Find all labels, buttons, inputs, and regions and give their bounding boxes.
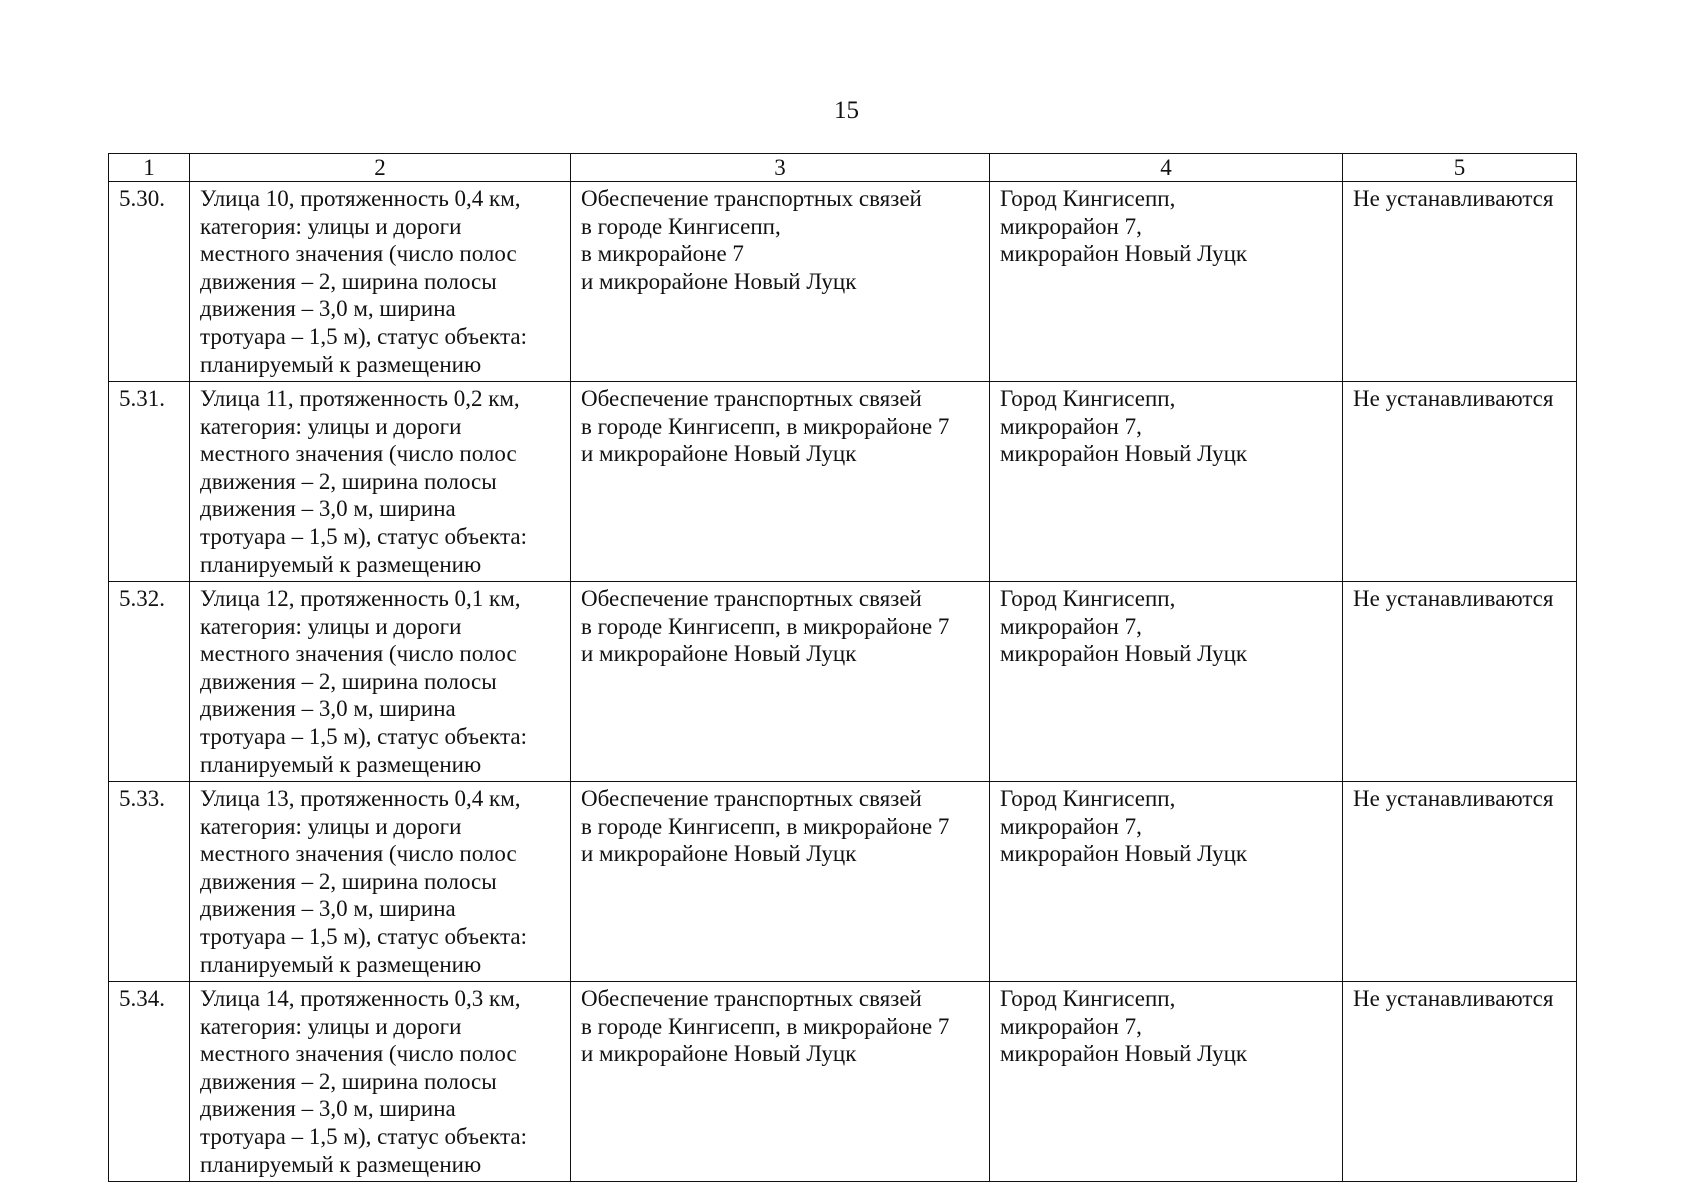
cell-text-line: в городе Кингисепп, в микрорайоне 7 (581, 1013, 950, 1039)
zones-cell (1343, 182, 1577, 382)
cell-text-line: Город Кингисепп, (1000, 586, 1176, 611)
cell-text-line: местного значения (число полос (200, 241, 517, 267)
cell-text-line: микрорайон Новый Луцк (1000, 1041, 1248, 1067)
cell-text-line: категория: улицы и дороги (200, 413, 462, 439)
cell-text-line: Не устанавливаются (1353, 786, 1554, 811)
cell-text-line: микрорайон Новый Луцк (1000, 841, 1248, 867)
column-header-1: 1 (109, 154, 190, 182)
object-description-cell (190, 982, 571, 1182)
row-number-cell: 5.33. (109, 782, 190, 982)
cell-text-line: в городе Кингисепп, (581, 213, 781, 239)
object-purpose-cell (571, 382, 990, 582)
cell-text-line: движения – 2, ширина полосы (200, 668, 497, 694)
cell-text-line: Обеспечение транспортных связей (581, 186, 922, 211)
cell-text-line: и микрорайоне Новый Луцк (581, 641, 857, 667)
row-number-cell: 5.31. (109, 382, 190, 582)
cell-text-line: Город Кингисепп, (1000, 786, 1176, 811)
cell-text-line: Не устанавливаются (1353, 386, 1554, 411)
table-row (109, 582, 1577, 782)
cell-text-line: Улица 11, протяженность 0,2 км, (200, 386, 520, 411)
cell-text-line: категория: улицы и дороги (200, 813, 462, 839)
cell-text-line: планируемый к размещению (200, 1151, 482, 1177)
table-row (109, 982, 1577, 1182)
column-header-3: 3 (571, 154, 990, 182)
cell-text-line: категория: улицы и дороги (200, 213, 462, 239)
cell-text-line: движения – 2, ширина полосы (200, 268, 497, 294)
cell-text-line: Улица 14, протяженность 0,3 км, (200, 986, 521, 1011)
object-description-cell (190, 782, 571, 982)
cell-text-line: тротуара – 1,5 м), статус объекта: (200, 923, 527, 949)
cell-text-line: Улица 10, протяженность 0,4 км, (200, 186, 521, 211)
cell-text-line: местного значения (число полос (200, 841, 517, 867)
cell-text-line: в городе Кингисепп, в микрорайоне 7 (581, 613, 950, 639)
cell-text-line: тротуара – 1,5 м), статус объекта: (200, 323, 527, 349)
cell-text-line: Не устанавливаются (1353, 586, 1554, 611)
cell-text-line: и микрорайоне Новый Луцк (581, 441, 857, 467)
cell-text-line: тротуара – 1,5 м), статус объекта: (200, 523, 527, 549)
cell-text-line: планируемый к размещению (200, 351, 482, 377)
object-description-cell (190, 182, 571, 382)
row-number-cell: 5.30. (109, 182, 190, 382)
zones-cell (1343, 582, 1577, 782)
table-body (109, 182, 1577, 1182)
cell-text-line: в микрорайоне 7 (581, 241, 744, 267)
cell-text-line: планируемый к размещению (200, 751, 482, 777)
object-location-cell (990, 782, 1343, 982)
cell-text-line: Город Кингисепп, (1000, 386, 1176, 411)
cell-text-line: Обеспечение транспортных связей (581, 386, 922, 411)
object-location-cell (990, 382, 1343, 582)
cell-text-line: микрорайон Новый Луцк (1000, 241, 1248, 267)
cell-text-line: движения – 2, ширина полосы (200, 868, 497, 894)
zones-cell (1343, 782, 1577, 982)
cell-text-line: местного значения (число полос (200, 441, 517, 467)
cell-text-line: движения – 3,0 м, ширина (200, 496, 456, 522)
object-description-cell (190, 582, 571, 782)
column-header-4: 4 (990, 154, 1343, 182)
document-table (108, 153, 1577, 1182)
column-header-5: 5 (1343, 154, 1577, 182)
object-purpose-cell (571, 182, 990, 382)
object-description-cell (190, 382, 571, 582)
cell-text-line: микрорайон 7, (1000, 813, 1142, 839)
cell-text-line: Не устанавливаются (1353, 186, 1554, 211)
cell-text-line: Обеспечение транспортных связей (581, 986, 922, 1011)
cell-text-line: местного значения (число полос (200, 1041, 517, 1067)
cell-text-line: микрорайон 7, (1000, 1013, 1142, 1039)
cell-text-line: движения – 3,0 м, ширина (200, 696, 456, 722)
cell-text-line: тротуара – 1,5 м), статус объекта: (200, 1123, 527, 1149)
cell-text-line: движения – 3,0 м, ширина (200, 296, 456, 322)
cell-text-line: и микрорайоне Новый Луцк (581, 1041, 857, 1067)
cell-text-line: категория: улицы и дороги (200, 1013, 462, 1039)
cell-text-line: в городе Кингисепп, в микрорайоне 7 (581, 413, 950, 439)
cell-text-line: тротуара – 1,5 м), статус объекта: (200, 723, 527, 749)
cell-text-line: микрорайон 7, (1000, 613, 1142, 639)
zones-cell (1343, 982, 1577, 1182)
row-number-cell: 5.34. (109, 982, 190, 1182)
cell-text-line: планируемый к размещению (200, 551, 482, 577)
cell-text-line: Город Кингисепп, (1000, 986, 1176, 1011)
cell-text-line: микрорайон Новый Луцк (1000, 441, 1248, 467)
column-header-2: 2 (190, 154, 571, 182)
cell-text-line: Улица 13, протяженность 0,4 км, (200, 786, 521, 811)
cell-text-line: Город Кингисепп, (1000, 186, 1176, 211)
table-row (109, 782, 1577, 982)
object-location-cell (990, 182, 1343, 382)
cell-text-line: Обеспечение транспортных связей (581, 786, 922, 811)
cell-text-line: в городе Кингисепп, в микрорайоне 7 (581, 813, 950, 839)
cell-text-line: движения – 3,0 м, ширина (200, 896, 456, 922)
cell-text-line: микрорайон 7, (1000, 413, 1142, 439)
cell-text-line: движения – 2, ширина полосы (200, 468, 497, 494)
page-number: 15 (834, 97, 859, 124)
cell-text-line: категория: улицы и дороги (200, 613, 462, 639)
object-purpose-cell (571, 982, 990, 1182)
object-location-cell (990, 982, 1343, 1182)
table-row (109, 382, 1577, 582)
cell-text-line: движения – 2, ширина полосы (200, 1068, 497, 1094)
object-location-cell (990, 582, 1343, 782)
cell-text-line: и микрорайоне Новый Луцк (581, 841, 857, 867)
cell-text-line: микрорайон 7, (1000, 213, 1142, 239)
cell-text-line: Не устанавливаются (1353, 986, 1554, 1011)
zones-cell (1343, 382, 1577, 582)
cell-text-line: движения – 3,0 м, ширина (200, 1096, 456, 1122)
cell-text-line: местного значения (число полос (200, 641, 517, 667)
cell-text-line: и микрорайоне Новый Луцк (581, 268, 857, 294)
object-purpose-cell (571, 582, 990, 782)
cell-text-line: Обеспечение транспортных связей (581, 586, 922, 611)
row-number-cell: 5.32. (109, 582, 190, 782)
cell-text-line: Улица 12, протяженность 0,1 км, (200, 586, 521, 611)
cell-text-line: планируемый к размещению (200, 951, 482, 977)
object-purpose-cell (571, 782, 990, 982)
table-row (109, 182, 1577, 382)
cell-text-line: микрорайон Новый Луцк (1000, 641, 1248, 667)
table-header-row (109, 154, 1577, 182)
